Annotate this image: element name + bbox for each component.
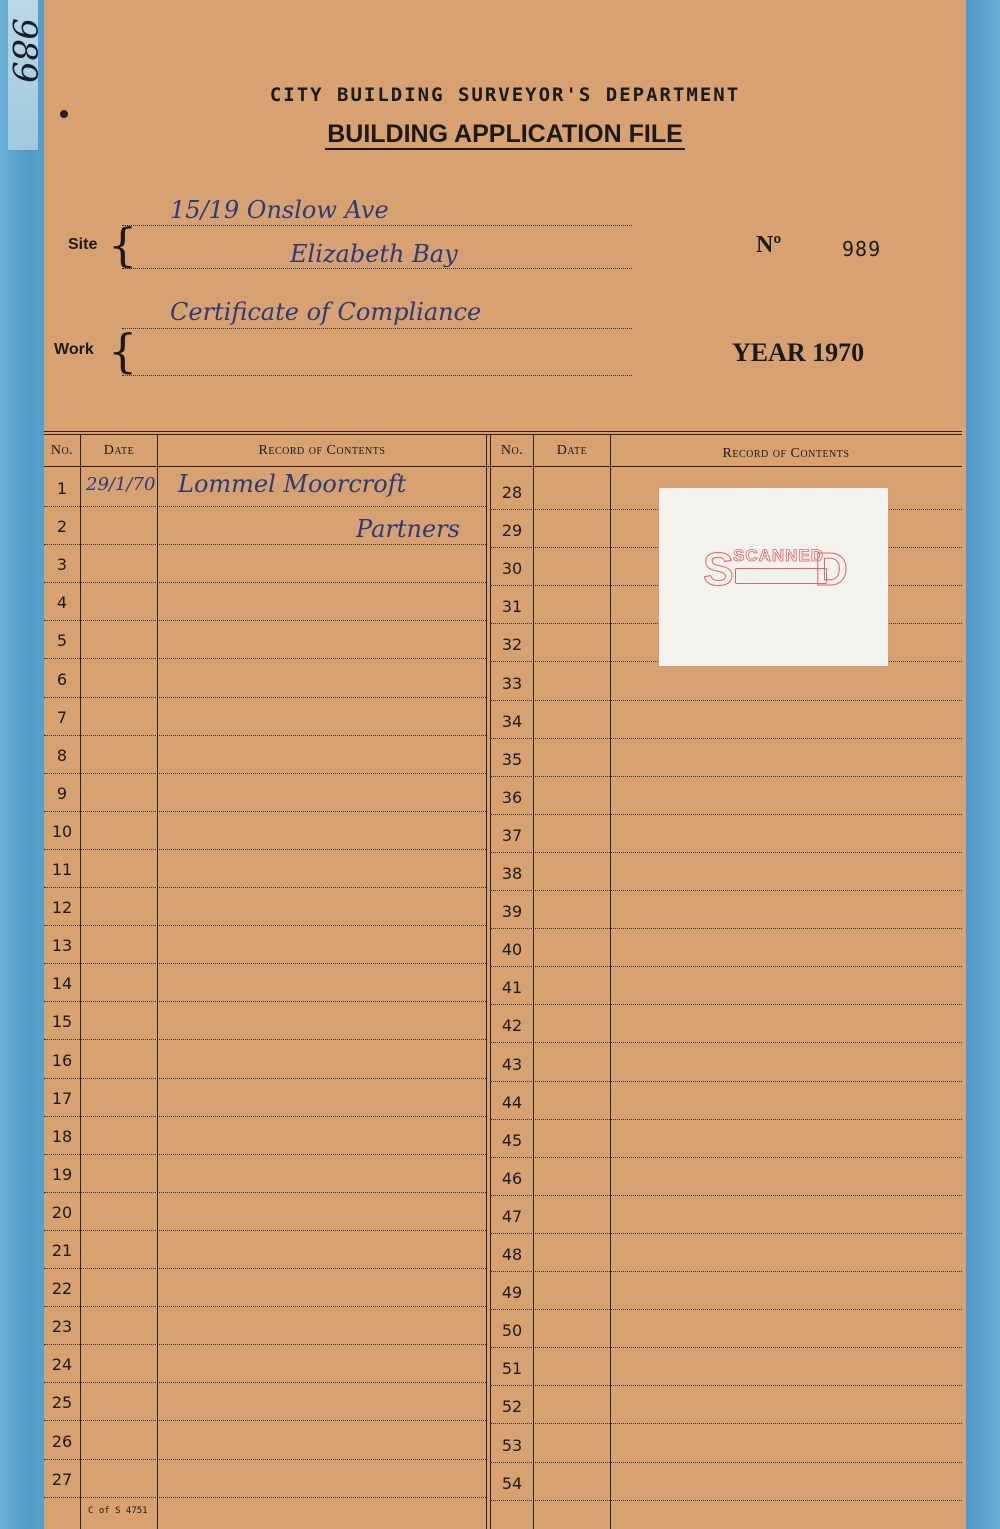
row-number-right: 28: [501, 483, 523, 502]
file-title: [44, 120, 966, 149]
binding-hole: [60, 110, 68, 118]
stamp-text: SCANNED: [733, 546, 825, 565]
row-number-left: 9: [56, 784, 68, 803]
row-rule-left: [44, 1382, 486, 1383]
row-number-right: 34: [501, 712, 523, 731]
row-rule-left: [44, 1078, 486, 1079]
row-rule-left: [44, 1459, 486, 1460]
row-rule-right: [491, 1271, 962, 1272]
entry-1-record: Lommel Moorcroft: [178, 470, 407, 498]
table-header-rule: [44, 466, 962, 467]
row-number-right: 32: [501, 635, 523, 654]
row-number-right: 49: [501, 1283, 523, 1302]
row-number-left: 8: [56, 746, 68, 765]
right-binding-spine: [964, 0, 1000, 1529]
row-rule-left: [44, 849, 486, 850]
header-record-left: Record of Contents: [258, 443, 386, 458]
row-rule-right: [491, 776, 962, 777]
row-number-right: 53: [501, 1436, 523, 1455]
work-line-2: [122, 375, 632, 376]
table-top-rule: [44, 431, 962, 432]
year-field: [732, 338, 864, 368]
row-number-right: 35: [501, 750, 523, 769]
row-rule-left: [44, 1344, 486, 1345]
row-rule-left: [44, 1306, 486, 1307]
row-number-left: 27: [51, 1470, 73, 1489]
col-divider-middle-b: [490, 434, 491, 1529]
col-divider-middle-a: [486, 434, 487, 1529]
col-divider-no-right: [533, 434, 534, 1529]
row-number-left: 24: [51, 1355, 73, 1374]
row-rule-left: [44, 506, 486, 507]
row-rule-left: [44, 773, 486, 774]
row-number-right: 33: [501, 674, 523, 693]
header-no-right: No.: [500, 443, 524, 458]
scanned-stamp-card: [659, 488, 888, 666]
form-code: C of S 4751: [88, 1506, 148, 1516]
row-rule-left: [44, 1230, 486, 1231]
row-number-left: 18: [51, 1127, 73, 1146]
row-rule-left: [44, 620, 486, 621]
stamp-letter-s-icon: S: [703, 543, 734, 595]
row-number-right: 30: [501, 559, 523, 578]
row-number-left: 15: [51, 1012, 73, 1031]
row-number-right: 45: [501, 1131, 523, 1150]
row-number-right: 40: [501, 940, 523, 959]
row-rule-left: [44, 811, 486, 812]
stamp-letter-d-icon: D: [814, 543, 848, 595]
row-number-left: 7: [56, 708, 68, 727]
header-record-right: Record of Contents: [722, 446, 850, 461]
row-rule-left: [44, 582, 486, 583]
site-line-1: [122, 225, 632, 226]
row-number-right: 29: [501, 521, 523, 540]
header-date-right: Date: [556, 443, 588, 458]
row-rule-left: [44, 887, 486, 888]
row-rule-left: [44, 1192, 486, 1193]
work-label: Work: [54, 341, 94, 358]
left-binding-spine: [0, 0, 48, 1529]
row-rule-right: [491, 1042, 962, 1043]
row-rule-right: [491, 1157, 962, 1158]
row-number-right: 50: [501, 1321, 523, 1340]
row-rule-left: [44, 1039, 486, 1040]
col-divider-date-left: [157, 434, 158, 1529]
row-rule-right: [491, 852, 962, 853]
row-number-right: 38: [501, 864, 523, 883]
row-rule-left: [44, 1116, 486, 1117]
row-rule-right: [491, 1347, 962, 1348]
row-rule-right: [491, 890, 962, 891]
row-number-left: 13: [51, 936, 73, 955]
site-address-line2: Elizabeth Bay: [290, 240, 458, 268]
row-rule-left: [44, 1420, 486, 1421]
row-number-left: 21: [51, 1241, 73, 1260]
row-rule-left: [44, 658, 486, 659]
row-rule-left: [44, 1497, 486, 1498]
row-number-right: 37: [501, 826, 523, 845]
row-number-left: 22: [51, 1279, 73, 1298]
header-date-left: Date: [103, 443, 135, 458]
row-rule-left: [44, 697, 486, 698]
row-number-right: 44: [501, 1093, 523, 1112]
row-rule-left: [44, 1154, 486, 1155]
site-label: Site: [68, 236, 98, 253]
site-brace: {: [108, 218, 138, 272]
row-rule-right: [491, 1462, 962, 1463]
row-number-right: 39: [501, 902, 523, 921]
row-rule-right: [491, 700, 962, 701]
year-value: 1970: [812, 338, 865, 367]
entry-2-record: Partners: [356, 515, 460, 543]
row-number-right: 48: [501, 1245, 523, 1264]
row-number-left: 6: [56, 670, 68, 689]
row-rule-right: [491, 928, 962, 929]
row-rule-right: [491, 738, 962, 739]
col-divider-date-right: [610, 434, 611, 1529]
row-number-left: 2: [56, 517, 68, 536]
row-rule-right: [491, 814, 962, 815]
header-no-left: No.: [50, 443, 74, 458]
department-heading: CITY BUILDING SURVEYOR'S DEPARTMENT: [269, 84, 741, 106]
row-number-left: 11: [51, 860, 73, 879]
work-line-1: [122, 328, 632, 329]
site-address-line1: 15/19 Onslow Ave: [170, 196, 389, 224]
table-top-rule-2: [44, 434, 962, 435]
row-rule-right: [491, 1004, 962, 1005]
row-number-right: 54: [501, 1474, 523, 1493]
row-rule-left: [44, 963, 486, 964]
stamp-box: [735, 568, 827, 584]
work-description: Certificate of Compliance: [170, 298, 482, 326]
row-number-left: 4: [56, 593, 68, 612]
row-number-left: 26: [51, 1432, 73, 1451]
row-number-right: 42: [501, 1016, 523, 1035]
row-number-left: 23: [51, 1317, 73, 1336]
row-number-left: 3: [56, 555, 68, 574]
row-number-right: 43: [501, 1055, 523, 1074]
row-rule-right: [491, 1233, 962, 1234]
row-number-left: 14: [51, 974, 73, 993]
row-number-left: 20: [51, 1203, 73, 1222]
row-rule-right: [491, 1423, 962, 1424]
row-rule-right: [491, 966, 962, 967]
row-number-left: 5: [56, 631, 68, 650]
row-number-left: 12: [51, 898, 73, 917]
row-number-right: 31: [501, 597, 523, 616]
row-number-right: 51: [501, 1359, 523, 1378]
row-rule-right: [491, 1119, 962, 1120]
row-number-right: 46: [501, 1169, 523, 1188]
row-number-left: 16: [51, 1051, 73, 1070]
file-number-label: Nº: [756, 232, 782, 258]
row-rule-right: [491, 1500, 962, 1501]
site-line-2: [122, 268, 632, 269]
row-number-left: 19: [51, 1165, 73, 1184]
col-divider-no-left: [80, 434, 81, 1529]
file-title-text: BUILDING APPLICATION FILE: [327, 120, 683, 148]
work-brace: {: [108, 324, 138, 378]
row-rule-left: [44, 735, 486, 736]
row-rule-left: [44, 925, 486, 926]
row-number-right: 36: [501, 788, 523, 807]
row-rule-left: [44, 1001, 486, 1002]
row-rule-right: [491, 1385, 962, 1386]
entry-1-date: 29/1/70: [86, 474, 156, 495]
row-rule-left: [44, 1268, 486, 1269]
row-number-left: 25: [51, 1393, 73, 1412]
spine-file-number: 989: [4, 18, 44, 83]
row-number-left: 10: [51, 822, 73, 841]
row-number-right: 41: [501, 978, 523, 997]
year-label: YEAR: [732, 338, 806, 367]
row-rule-right: [491, 1309, 962, 1310]
row-rule-right: [491, 1195, 962, 1196]
row-number-right: 52: [501, 1397, 523, 1416]
row-rule-left: [44, 544, 486, 545]
row-number-right: 47: [501, 1207, 523, 1226]
row-number-left: 17: [51, 1089, 73, 1108]
scanned-stamp: [703, 543, 848, 595]
row-rule-right: [491, 1081, 962, 1082]
file-number-value: 989: [842, 237, 882, 261]
row-number-left: 1: [56, 479, 68, 498]
